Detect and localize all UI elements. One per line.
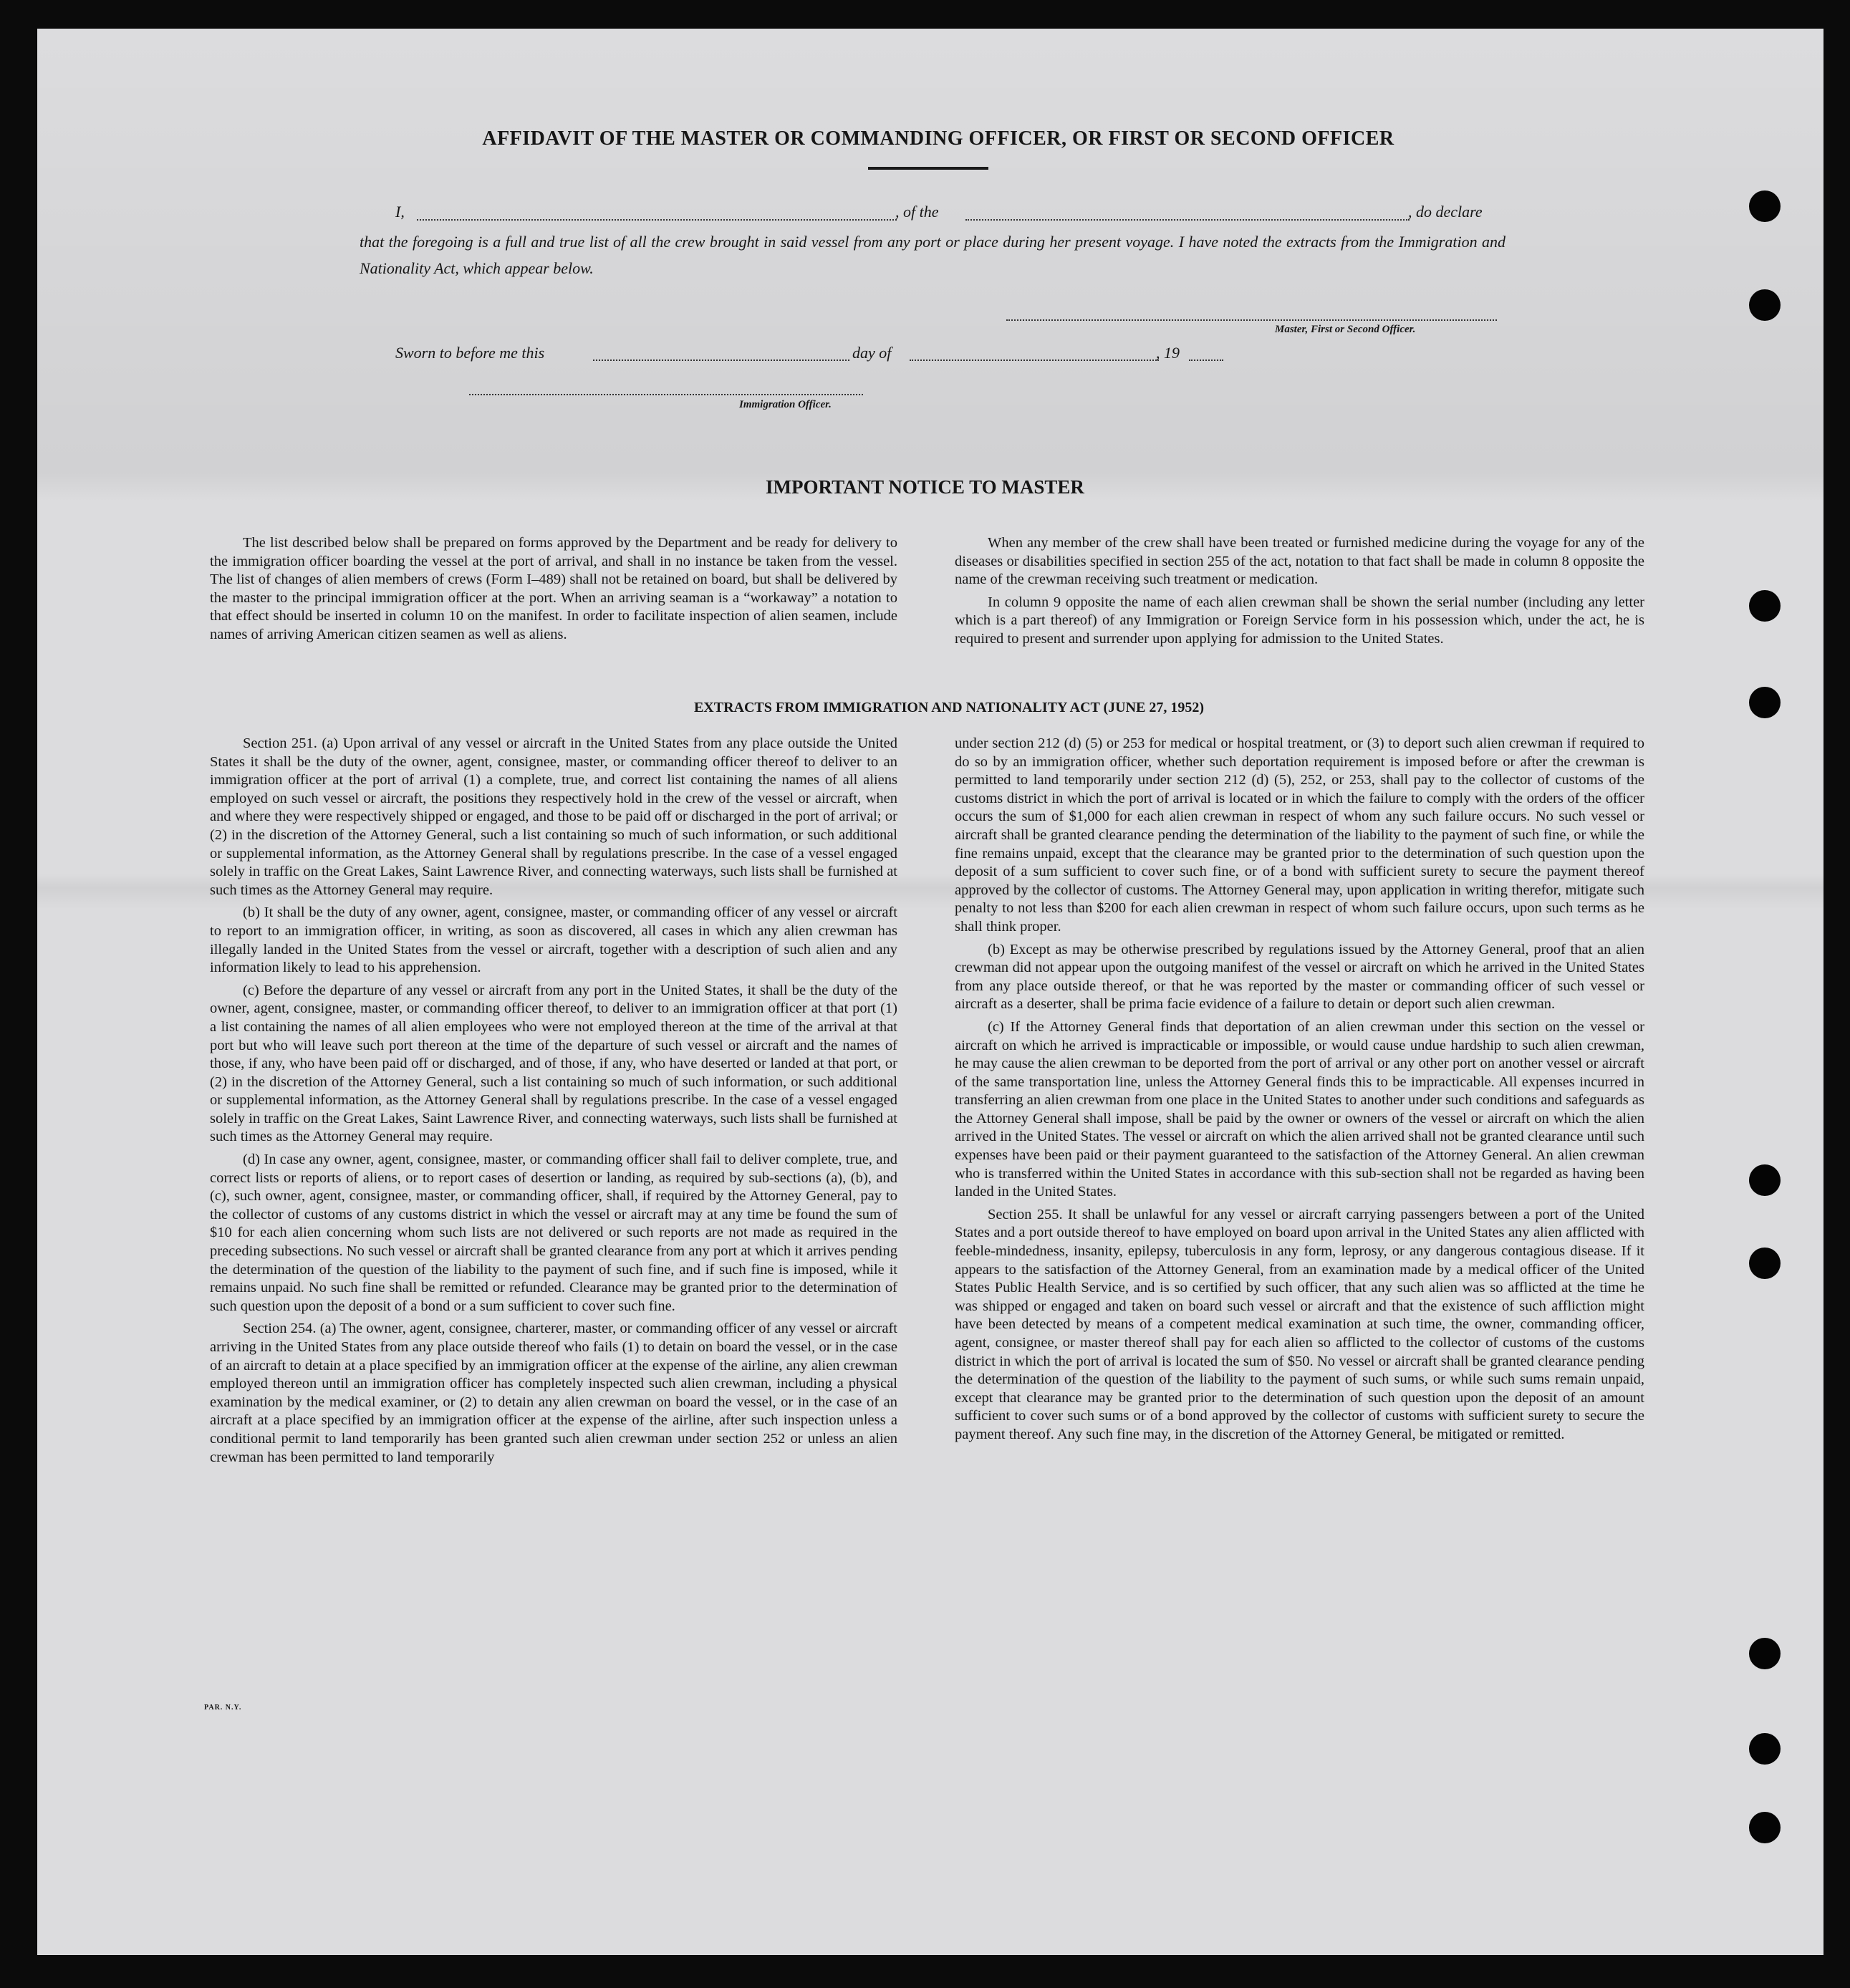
of-the-label: , of the [895,203,939,221]
immigration-officer-label: Immigration Officer. [739,399,832,410]
declaration-text: that the foregoing is a full and true list of all the crew brought in said vessel from any port or place during her present voyage. I have noted the extracts from the Immigration and Nationality Act, which appear below. [360,233,1505,277]
punch-hole [1749,1164,1781,1196]
affidavit-title: AFFIDAVIT OF THE MASTER OR COMMANDING OFFICER, OR FIRST OR SECOND OFFICER [482,127,1394,150]
printer-mark: PAR. N.Y. [204,1704,242,1712]
punch-hole [1749,190,1781,222]
notice-right-column [955,534,1644,653]
section-paragraph: (b) It shall be the duty of any owner, agent, consignee, master, or commanding officer of any vessel or aircraft to report to an immigration officer, in writing, as soon as discovered, all cases in which any alien crewman has illegally landed in the United States from the vessel or aircraft, together with a description of such alien and any information likely to lead to his apprehension. [210,904,897,976]
section-paragraph: Section 255. It shall be unlawful for any vessel or aircraft carrying passengers between a port of the United States and a port outside thereof to have employed on board upon arrival in the United States any alien afflicted with feeble-mindedness, insanity, epilepsy, tuberculosis in any form, leprosy, or any dangerous contagious disease. If it appears to the satisfaction of the Attorney General, from an examination made by a medical officer of the United States Public Health Service, and is so certified by such officer, that any such alien was so afflicted at the time he was shipped or engaged and taken on board such vessel or aircraft and that the existence of such affliction might have been detected by means of a competent medical examination at such time, the owner, commanding officer, agent, consignee, or master thereof shall pay for each alien so afflicted to the collector of customs of the customs district in which the port of arrival is located the sum of $50. No vessel or aircraft shall be granted clearance pending the determination of the question of the liability to the payment of such sums, or while such sums remain unpaid, except that clearance may be granted prior to the determination of such question upon the deposit of an amount sufficient to cover such sums or of a bond approved by the collector of customs with sufficient surety to secure the payment thereof. Any such fine may, in the discretion of the Attorney General, be mitigated or remitted. [955,1206,1644,1442]
notice-paragraph: The list described below shall be prepared on forms approved by the Department and be ready for delivery to the immigration officer boarding the vessel at the port of arrival, and shall in no instance be taken from the vessel. The list of changes of alien members of crews (Form I–489) shall not be retained on board, but shall be delivered by the master to the principal immigration officer at the port. When an arriving seaman is a “workaway” a notation to that effect should be inserted in column 10 on the manifest. In order to facilitate inspection of alien seamen, include names of arriving American citizen seamen as well as aliens. [210,535,897,642]
extracts-left-column [210,735,897,1471]
extracts-right-column [955,735,1644,1449]
sworn-month-field[interactable] [910,360,1159,361]
extracts-title: EXTRACTS FROM IMMIGRATION AND NATIONALITY ACT (JUNE 27, 1952) [693,700,1205,715]
sworn-day-field[interactable] [593,360,849,361]
day-of-label: day of [852,344,892,362]
notice-left-column [210,534,897,649]
punch-hole [1749,1812,1781,1843]
section-paragraph: (c) Before the departure of any vessel or aircraft from any port in the United States, it shall be the duty of the owner, agent, consignee, master, or commanding officer thereof, to deliver to an immigration officer at that port (1) a list containing the names of all alien employees who were not employed thereon at the time of the arrival at that port but who will leave such port thereon at the time of the departure of such vessel or aircraft and the names of those, if any, who have been paid off or discharged, and of those, if any, who have deserted or landed at that port, or (2) in the discretion of the Attorney General, such a list containing so much of such information, or such additional or supplemental information, as the Attorney General shall by regulations prescribe. In the case of a vessel engaged solely in traffic on the Great Lakes, Saint Lawrence River, and connecting waterways, such lists shall be furnished at such times as the Attorney General may require. [210,982,897,1145]
section-paragraph: (b) Except as may be otherwise prescribed by regulations issued by the Attorney General, proof that an alien crewman did not appear upon the outgoing manifest of the vessel or aircraft on which he arrived in the United States from any place outside thereof, or that he was reported by the master or commanding officer of such vessel or aircraft as a deserter, shall be prima facie evidence of a failure to detain or deport such alien crewman. [955,941,1644,1013]
section-paragraph: under section 212 (d) (5) or 253 for medical or hospital treatment, or (3) to deport such alien crewman if required to do so by an immigration officer, whether such deportation requirement is imposed before or after the crewman is permitted to land temporarily under section 212 (d) (5), 252, or 253, shall pay to the collector of customs of the customs district in which the port of arrival is located or in which the failure to comply with the orders of the officer occurs the sum of $1,000 for each alien crewman in respect of whom any such failure occurs. No such vessel or aircraft shall be granted clearance pending the determination of the liability to the payment of such fine, or while the fine remains unpaid, except that the clearance may be granted prior to the determination of such question upon the deposit of a sum sufficient to cover such fine, or of a bond with sufficient surety to secure the payment thereof approved by the collector of customs. The Attorney General may, upon application in writing therefor, mitigate such penalty to not less than $200 for each alien crewman in respect of whom such failure occurs, upon such terms as he shall think proper. [955,735,1644,935]
section-paragraph: Section 251. (a) Upon arrival of any vessel or aircraft in the United States from any place outside the United States it shall be the duty of the owner, agent, consignee, master, or commanding officer thereof to deliver to an immigration officer at the port of arrival (1) a complete, true, and correct list containing the names of all aliens employed on such vessel or aircraft, the positions they respectively hold in the crew of the vessel or aircraft, when and where they were respectively shipped or engaged, and those to be paid off or discharged in the port of arrival; or (2) in the discretion of the Attorney General, such a list containing so much of such information, or such additional or supplemental information, as the Attorney General shall by regulations prescribe. In the case of a vessel engaged solely in traffic on the Great Lakes, Saint Lawrence River, and connecting waterways, such lists shall be furnished at such times as the Attorney General may require. [210,735,897,898]
punch-hole [1749,687,1781,718]
punch-hole [1749,289,1781,321]
name-field[interactable] [417,219,897,221]
title-underline [868,167,988,170]
section-paragraph: Section 254. (a) The owner, agent, consignee, charterer, master, or commanding officer of any vessel or aircraft arriving in the United States from any place outside thereof who fails (1) to detain on board the vessel, or in the case of an aircraft to detain at a place specified by an immigration officer at the expense of the airline, any alien crewman employed thereon until an immigration officer has completely inspected such alien crewman, including a physical examination by the medical examiner, or (2) to detain any alien crewman on board the vessel, or in the case of an aircraft at a place specified by an immigration officer at the expense of the airline, after such inspection unless a conditional permit to land temporarily has been granted such alien crewman under section 252 or unless an alien crewman has been permitted to land temporarily [210,1321,897,1465]
notice-paragraph: When any member of the crew shall have been treated or furnished medicine during the voyage for any of the diseases or disabilities specified in section 255 of the act, notation to that fact shall be made in column 8 opposite the name of the crewman receiving such treatment or medication. [955,535,1644,588]
punch-hole [1749,590,1781,622]
vessel-field[interactable] [965,219,1410,221]
section-paragraph: (c) If the Attorney General finds that deportation of an alien crewman under this section on the vessel or aircraft on which he arrived is impracticable or impossible, or would cause undue hardship to such alien crewman, he may cause the alien crewman to be deported from the port of arrival or any other port on another vessel or aircraft of the same transportation line, unless the Attorney General finds this to be impracticable. All expenses incurred in transferring an alien crewman from one place in the United States to another under such conditions and safeguards as the Attorney General shall impose, shall be paid by the owner or owners of the vessel or aircraft on which the alien arrived in the United States. The vessel or aircraft on which the alien arrived shall not be granted clearance until such expenses have been paid or their payment guaranteed to the satisfaction of the Attorney General. An alien crewman who is transferred within the United States in accordance with this sub-section shall not be regarded as having been landed in the United States. [955,1018,1644,1200]
i-label: I, [395,203,405,221]
notice-paragraph: In column 9 opposite the name of each alien crewman shall be shown the serial number (including any letter which is a part thereof) of any Immigration or Foreign Service form in his possession which, under the act, he is required to present and surrender upon applying for admission to the United States. [955,594,1644,647]
do-declare-label: , do declare [1408,203,1483,221]
punch-hole [1749,1248,1781,1279]
year-label: , 19 [1156,344,1180,362]
sworn-label: Sworn to before me this [395,344,545,362]
master-signature-line[interactable] [1006,319,1497,321]
master-signature-label: Master, First or Second Officer. [1275,324,1416,335]
punch-hole [1749,1733,1781,1765]
officer-signature-line[interactable] [469,394,863,395]
punch-hole [1749,1638,1781,1669]
notice-title: IMPORTANT NOTICE TO MASTER [766,476,1084,498]
section-paragraph: (d) In case any owner, agent, consignee, master, or commanding officer shall fail to deliver complete, true, and correct lists or reports of aliens, or to report cases of desertion or landing, as required by sub-sections (a), (b), and (c), such owner, agent, consignee, master, or commanding officer, shall, if required by the Attorney General, pay to the collector of customs of any customs district in which the vessel or aircraft may at any time be found the sum of $10 for each alien concerning whom such lists are not delivered or such reports are not made as required in the preceding subsections. No such vessel or aircraft shall be granted clearance from any port at which it arrives pending the determination of the question of the liability to the payment of such fine, and if such fine is imposed, while it remains unpaid. No such fine shall be remitted or refunded. Clearance may be granted prior to the determination of such question upon the deposit of a bond or a sum sufficient to cover such fine. [210,1152,897,1314]
sworn-year-field[interactable] [1189,360,1223,361]
